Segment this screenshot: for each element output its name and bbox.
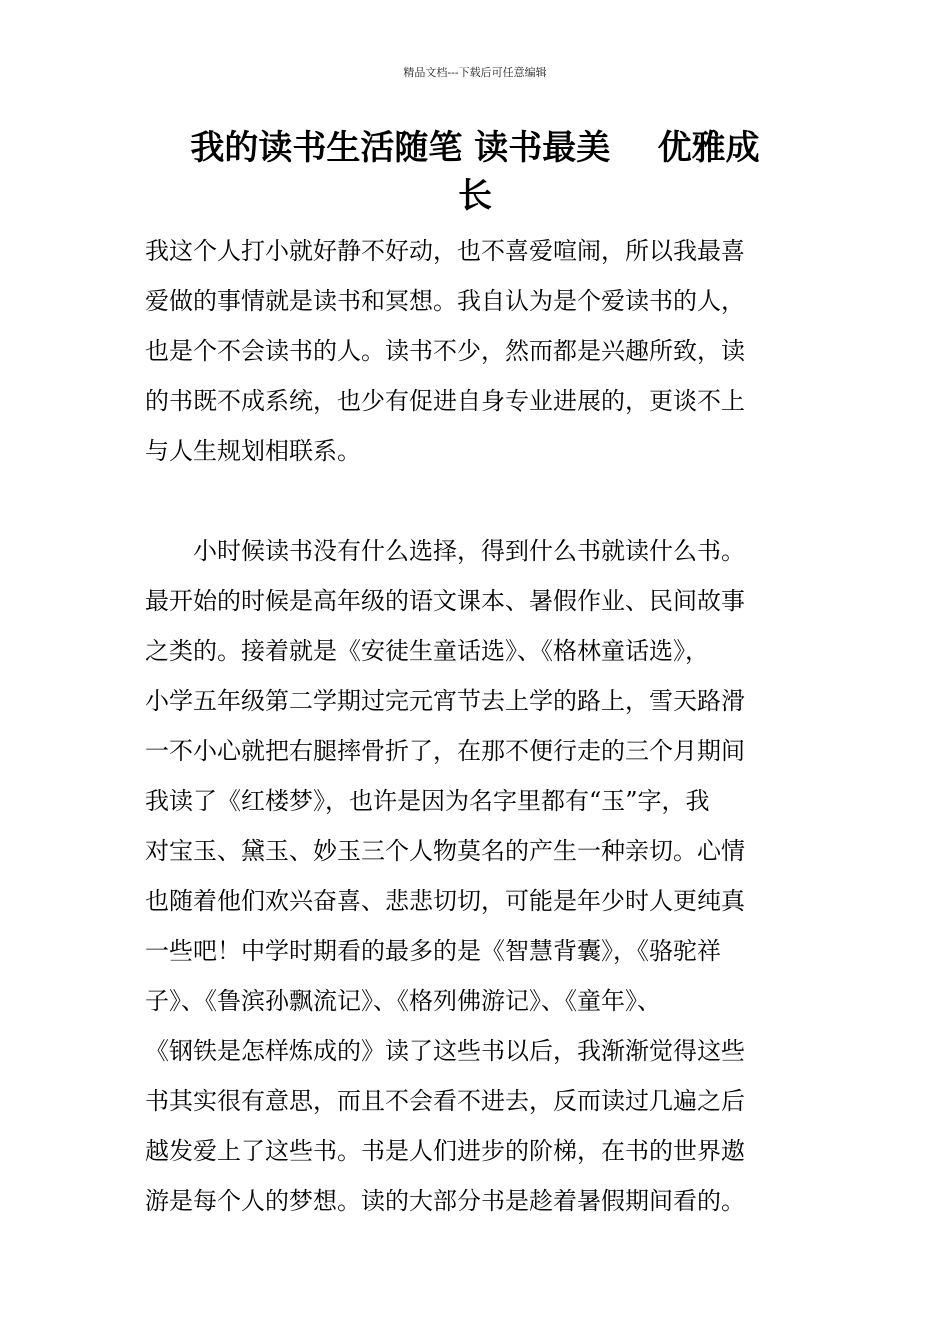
text-line: 最开始的时候是高年级的语文课本、暑假作业、民间故事 [145,587,745,615]
title-line: 长 [458,176,492,216]
paragraph [145,226,810,476]
text-line: 的书既不成系统，也少有促进自身专业进展的，更谈不上 [145,387,745,415]
text-line: 对宝玉、黛玉、妙玉三个人物莫名的产生一种亲切。心情 [145,837,745,865]
paragraph-spacer [145,476,810,526]
text-line: 与人生规划相联系。 [145,437,361,465]
text-line: 子》、《鲁滨孙飘流记》、《格列佛游记》、《童年》、 [145,987,661,1015]
text-line: 我读了《红楼梦》，也许是因为名字里都有“玉”字，我 [145,787,710,815]
text-line: 一些吧！中学时期看的最多的是《智慧背囊》，《骆驼祥 [145,937,721,965]
title-line: 我的读书生活随笔 读书最美 优雅成 [190,128,760,168]
text-line: 我这个人打小就好静不好动，也不喜爱喧闹，所以我最喜 [145,237,745,265]
document-title [140,124,810,220]
text-line: 游是每个人的梦想。读的大部分书是趁着暑假期间看的。 [145,1187,745,1215]
text-line: 小学五年级第二学期过完元宵节去上学的路上，雪天路滑 [145,687,745,715]
page-header: 精品文档---下载后可任意编辑 [403,66,547,79]
text-line: 书其实很有意思，而且不会看不进去，反而读过几遍之后 [145,1087,745,1115]
text-line: 《钢铁是怎样炼成的》读了这些书以后，我渐渐觉得这些 [145,1037,745,1065]
text-line: 爱做的事情就是读书和冥想。我自认为是个爱读书的人， [145,287,745,315]
text-line: 也随着他们欢兴奋喜、悲悲切切，可能是年少时人更纯真 [145,887,745,915]
document-body [145,226,810,1226]
text-line: 越发爱上了这些书。书是人们进步的阶梯，在书的世界遨 [145,1137,745,1165]
text-line: 也是个不会读书的人。读书不少，然而都是兴趣所致，读 [145,337,745,365]
text-line: 一不小心就把右腿摔骨折了，在那不便行走的三个月期间 [145,737,745,765]
text-line: 小时候读书没有什么选择，得到什么书就读什么书。 [145,537,745,565]
text-line: 之类的。接着就是《安徒生童话选》、《格林童话选》， [145,637,709,665]
paragraph [145,526,810,1226]
